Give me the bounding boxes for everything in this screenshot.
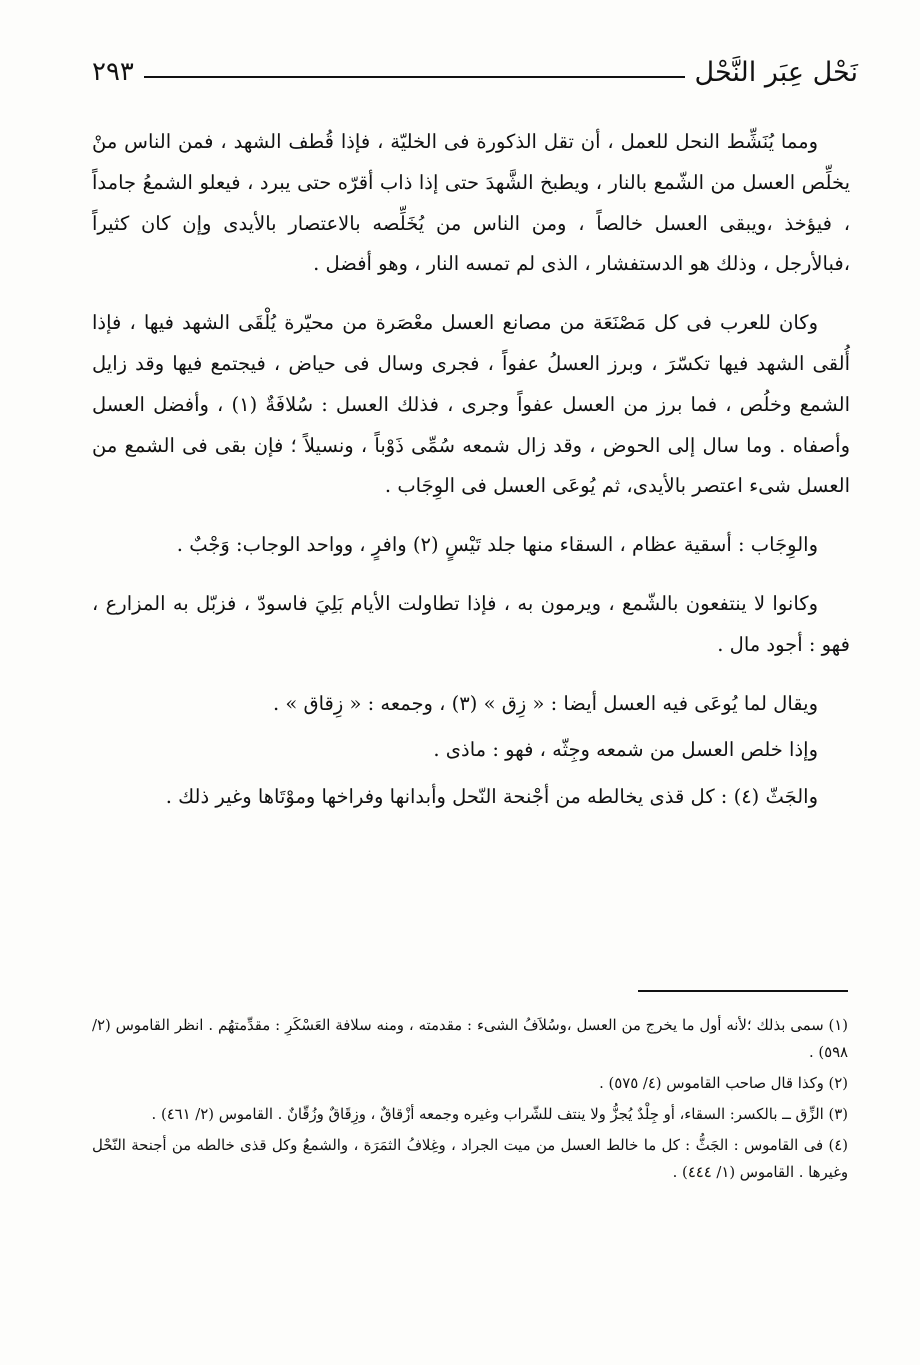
paragraph: والجَثّ (٤) : كل قذى يخالطه من أجْنحة النّحل وأبدانها وفراخها وموْتَاها وغير ذلك . (165, 785, 818, 809)
footnotes (92, 1012, 848, 1190)
footnote-separator (638, 990, 848, 992)
footnote: (٣) الزِّق ــ بالكسر: السقاء، أو جِلْدٌ يُجزُّ ولا ينتف للشّراب وغيره وجمعه أزْقاقٌ ، وزِقَاقٌ وزُقّانٌ . القاموس (٢/ ٤٦١) . (151, 1106, 848, 1123)
paragraph: وكان للعرب فى كل مَصْنَعَة من مصانع العسل معْصَرة من محيّرة يُلْقَى الشهد فيها ، فإذا أُلقى الشهد فيها تكسّرَ ، وبرز العسلُ عفواً ، فجرى وسال فى حياض ، فيجتمع فيها وقد زايل الشمع وخلُص ، فما برز من العسل عفواً وجرى ، فذلك العسل : سُلافَةٌ (١) ، وأفضل العسل وأصفاه . وما سال إلى الحوض ، وقد زال شمعه سُمِّى ذَوْباً ، ونسيلاً ؛ فإن بقى فى الشمع من العسل شىء اعتصر بالأيدى، ثم يُوعَى العسل فى الوِجَاب . (92, 311, 850, 498)
page-header (92, 52, 858, 92)
paragraph: وكانوا لا ينتفعون بالشّمع ، ويرمون به ، فإذا تطاولت الأيام بَلِيَ فاسودّ ، فزبّل به المزارع ، فهو : أجود مال . (92, 591, 850, 656)
main-text (92, 122, 850, 836)
running-title: نَحْل عِبَر النَّحْل (694, 56, 858, 88)
paragraph: ومما يُنَشِّط النحل للعمل ، أن تقل الذكورة فى الخليّة ، فإذا قُطف الشهد ، فمن الناس منْ يخلِّص العسل من الشّمع بالنار ، ويطبخ الشَّهدَ حتى إذا ذاب أقرّه حتى يبرد ، فيعلو الشمعُ جامداً ، فيؤخذ ،ويبقى العسل خالصاً ، ومن الناس من يُخَلِّصه بالاعتصار بالأيدى وإن كان كثيراً ،فبالأرجل ، وذلك هو الدستفشار ، الذى لم تمسه النار ، وهو أفضل . (92, 130, 850, 276)
paragraph: وإذا خلص العسل من شمعه وجِثّه ، فهو : ماذى . (433, 738, 818, 762)
header-rule (144, 76, 685, 78)
page-number: ٢٩٣ (92, 57, 134, 87)
footnote: (٤) فى القاموس : الجَثُّ : كل ما خالط العسل من ميت الجراد ، وغِلافُ الثمَرَة ، والشمعُ وكل قذى خالطه من أجنحة النّحْل وغيرها . القاموس (١/ ٤٤٤) . (92, 1137, 848, 1181)
paragraph: ويقال لما يُوعَى فيه العسل أيضا : « زِق » (٣) ، وجمعه : « زِقاق » . (272, 691, 818, 715)
footnote: (٢) وكذا قال صاحب القاموس (٤/ ٥٧٥) . (599, 1075, 848, 1092)
paragraph: والوِجَاب : أسقية عظام ، السقاء منها جلد تَيْسٍ (٢) وافرٍ ، وواحد الوجاب: وَجْبٌ . (176, 533, 818, 557)
footnote: (١) سمى بذلك ؛لأنه أول ما يخرج من العسل ،وسُلاَفُ الشىء : مقدمته ، ومنه سلافة العَسْكَرِ : مقدِّمتهُم . انظر القاموس (٢/ ٥٩٨) . (92, 1017, 848, 1061)
